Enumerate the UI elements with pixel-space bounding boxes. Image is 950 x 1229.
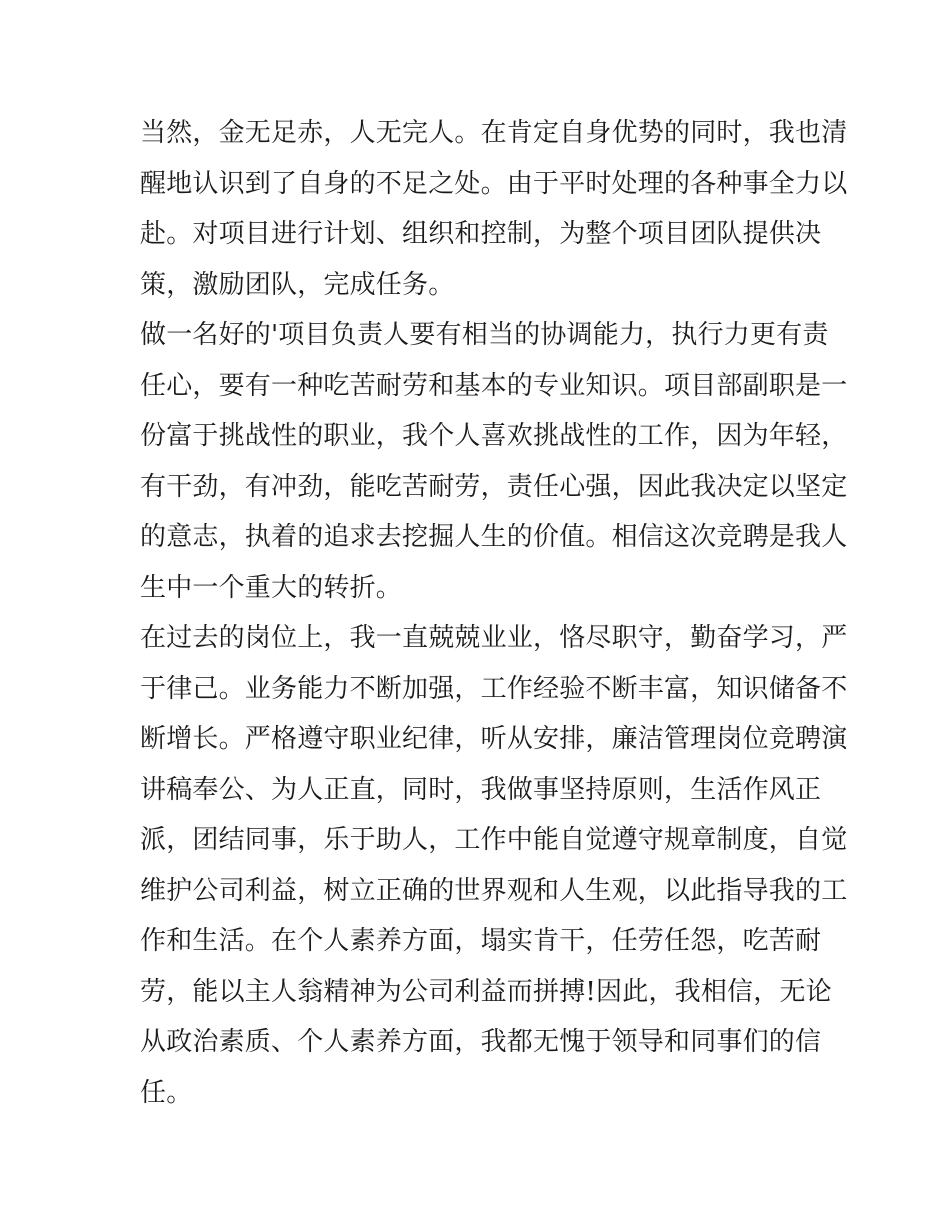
text-line: 赴。对项目进行计划、组织和控制，为整个项目团队提供决: [140, 219, 822, 249]
text-line: 任。: [140, 1077, 193, 1108]
text-line: 作和生活。在个人素养方面，塌实肯干，任劳任怨，吃苦耐: [140, 926, 822, 956]
text-line: 讲稿奉公、为人正直，同时，我做事坚持原则，生活作风正: [140, 774, 822, 805]
paragraph-3: [140, 613, 848, 1118]
text-line: 维护公司利益，树立正确的世界观和人生观，以此指导我的工: [140, 875, 848, 906]
text-line: 份富于挑战性的职业，我个人喜欢挑战性的工作，因为年轻，: [140, 421, 848, 451]
text-line: 当然，金无足赤，人无完人。在肯定自身优势的同时，我也清: [140, 118, 848, 148]
text-line: 于律己。业务能力不断加强，工作经验不断丰富，知识储备不: [140, 673, 848, 704]
text-line: 做一名好的'项目负责人要有相当的协调能力，执行力更有责: [140, 320, 829, 350]
text-line: 从政治素质、个人素养方面，我都无愧于领导和同事们的信: [140, 1027, 822, 1057]
text-line: 策，激励团队，完成任务。: [140, 269, 455, 300]
text-line: 在过去的岗位上，我一直兢兢业业，恪尽职守，勤奋学习，严: [140, 623, 848, 653]
text-line: 生中一个重大的转折。: [140, 572, 403, 603]
text-line: 断增长。严格遵守职业纪律，听从安排，廉洁管理岗位竞聘演: [140, 724, 848, 754]
text-line: 的意志，执着的追求去挖掘人生的价值。相信这次竞聘是我人: [140, 522, 848, 552]
text-line: 醒地认识到了自身的不足之处。由于平时处理的各种事全力以: [140, 168, 848, 199]
paragraph-2: [140, 310, 848, 613]
document-body: [140, 108, 848, 1118]
text-line: 劳，能以主人翁精神为公司利益而拼搏!因此，我相信，无论: [140, 976, 832, 1007]
text-line: 有干劲，有冲劲，能吃苦耐劳，责任心强，因此我决定以坚定: [140, 471, 848, 502]
paragraph-1: [140, 108, 848, 310]
text-line: 任心，要有一种吃苦耐劳和基本的专业知识。项目部副职是一: [140, 370, 848, 401]
text-line: 派，团结同事，乐于助人，工作中能自觉遵守规章制度，自觉: [140, 825, 848, 855]
